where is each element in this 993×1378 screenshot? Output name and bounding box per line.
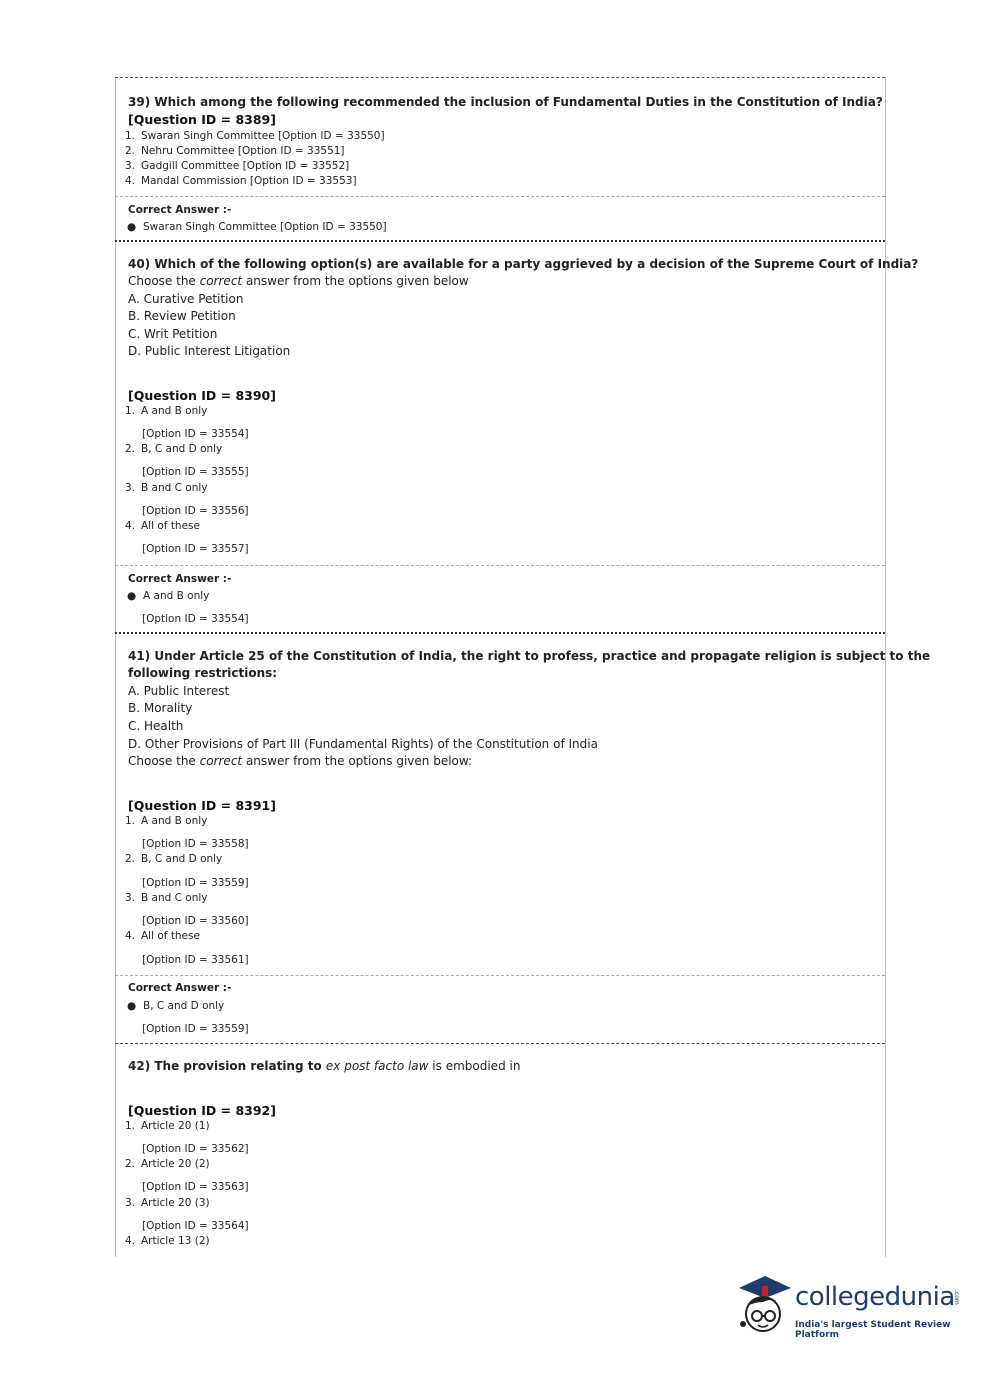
q39-option-2: 2. Nehru Committee [Option ID = 33551] — [125, 145, 345, 157]
brand-suffix: .com — [953, 1290, 960, 1305]
q39-option-3: 3. Gadgill Committee [Option ID = 33552] — [125, 160, 350, 172]
q42-option-2: 2. Article 20 (2) — [125, 1158, 210, 1170]
q41-option-3: 3. B and C only — [125, 892, 208, 904]
q41-correct-answer: ● B, C and D only — [127, 1000, 225, 1012]
q40-item-b: B. Review Petition — [128, 309, 236, 323]
student-mascot-icon — [735, 1272, 793, 1342]
q41-option-1: 1. A and B only — [125, 815, 208, 827]
q41-item-c: C. Health — [128, 719, 184, 733]
q40-option-2-id: [Option ID = 33555] — [142, 466, 249, 478]
q41-item-b: B. Morality — [128, 701, 193, 715]
q41-option-3-id: [Option ID = 33560] — [142, 915, 249, 927]
q41-item-a: A. Public Interest — [128, 684, 230, 698]
q41-end-divider — [115, 1043, 885, 1044]
collegedunia-logo[interactable] — [735, 1272, 965, 1352]
q40-correct-label: Correct Answer :- — [128, 573, 232, 585]
q41-answer-divider — [115, 975, 885, 976]
q42-option-2-id: [Option ID = 33563] — [142, 1181, 249, 1193]
q41-correct-answer-id: [Option ID = 33559] — [142, 1023, 249, 1035]
q41-choose-instruction: Choose the correct answer from the options given below: — [128, 754, 473, 768]
q40-option-4-id: [Option ID = 33557] — [142, 543, 249, 555]
q42-question-id: [Question ID = 8392] — [128, 1103, 276, 1118]
q41-question-id: [Question ID = 8391] — [128, 798, 276, 813]
q42-option-3: 3. Article 20 (3) — [125, 1197, 210, 1209]
q39-question-id: [Question ID = 8389] — [128, 112, 276, 127]
brand-tagline: India's largest Student Review Platform — [795, 1320, 951, 1340]
q40-option-3-id: [Option ID = 33556] — [142, 505, 249, 517]
q39-option-1: 1. Swaran Singh Committee [Option ID = 33550] — [125, 130, 385, 142]
q40-question-id: [Question ID = 8390] — [128, 388, 276, 403]
q40-option-3: 3. B and C only — [125, 482, 208, 494]
q41-option-4-id: [Option ID = 33561] — [142, 954, 249, 966]
brand-name: collegedunia — [795, 1282, 955, 1312]
q42-option-1: 1. Article 20 (1) — [125, 1120, 210, 1132]
q39-option-4: 4. Mandal Commission [Option ID = 33553] — [125, 175, 357, 187]
q41-item-d: D. Other Provisions of Part III (Fundamental Rights) of the Constitution of India — [128, 737, 598, 751]
q40-item-c: C. Writ Petition — [128, 327, 218, 341]
q39-answer-divider — [115, 196, 885, 197]
q40-option-1: 1. A and B only — [125, 405, 208, 417]
q39-end-divider — [115, 240, 885, 242]
q40-correct-answer: ● A and B only — [127, 590, 210, 602]
q42-option-3-id: [Option ID = 33564] — [142, 1220, 249, 1232]
q40-item-a: A. Curative Petition — [128, 292, 244, 306]
q40-question: 40) Which of the following option(s) are available for a party aggrieved by a decision of the Supreme Court of India? — [128, 257, 919, 271]
q41-option-2-id: [Option ID = 33559] — [142, 877, 249, 889]
q40-item-d: D. Public Interest Litigation — [128, 344, 291, 358]
q42-option-1-id: [Option ID = 33562] — [142, 1143, 249, 1155]
q40-end-divider — [115, 632, 885, 634]
top-divider — [115, 77, 885, 78]
q41-option-4: 4. All of these — [125, 930, 200, 942]
q39-question: 39) Which among the following recommended the inclusion of Fundamental Duties in the Constitution of India? — [128, 95, 883, 109]
q40-option-4: 4. All of these — [125, 520, 200, 532]
q40-option-1-id: [Option ID = 33554] — [142, 428, 249, 440]
q41-option-2: 2. B, C and D only — [125, 853, 223, 865]
q41-correct-label: Correct Answer :- — [128, 982, 232, 994]
q40-option-2: 2. B, C and D only — [125, 443, 223, 455]
q42-question: 42) The provision relating to ex post facto law is embodied in — [128, 1059, 521, 1073]
q42-option-4: 4. Article 13 (2) — [125, 1235, 210, 1247]
q39-correct-label: Correct Answer :- — [128, 204, 232, 216]
q40-answer-divider — [115, 565, 885, 566]
q41-option-1-id: [Option ID = 33558] — [142, 838, 249, 850]
q40-choose-instruction: Choose the correct answer from the options given below — [128, 274, 469, 288]
q40-correct-answer-id: [Option ID = 33554] — [142, 613, 249, 625]
q41-question-line2: following restrictions: — [128, 666, 278, 680]
q41-question-line1: 41) Under Article 25 of the Constitution of India, the right to profess, practice and propagate religion is subject to the — [128, 649, 931, 663]
q39-correct-answer: ● Swaran Singh Committee [Option ID = 33550] — [127, 221, 387, 233]
